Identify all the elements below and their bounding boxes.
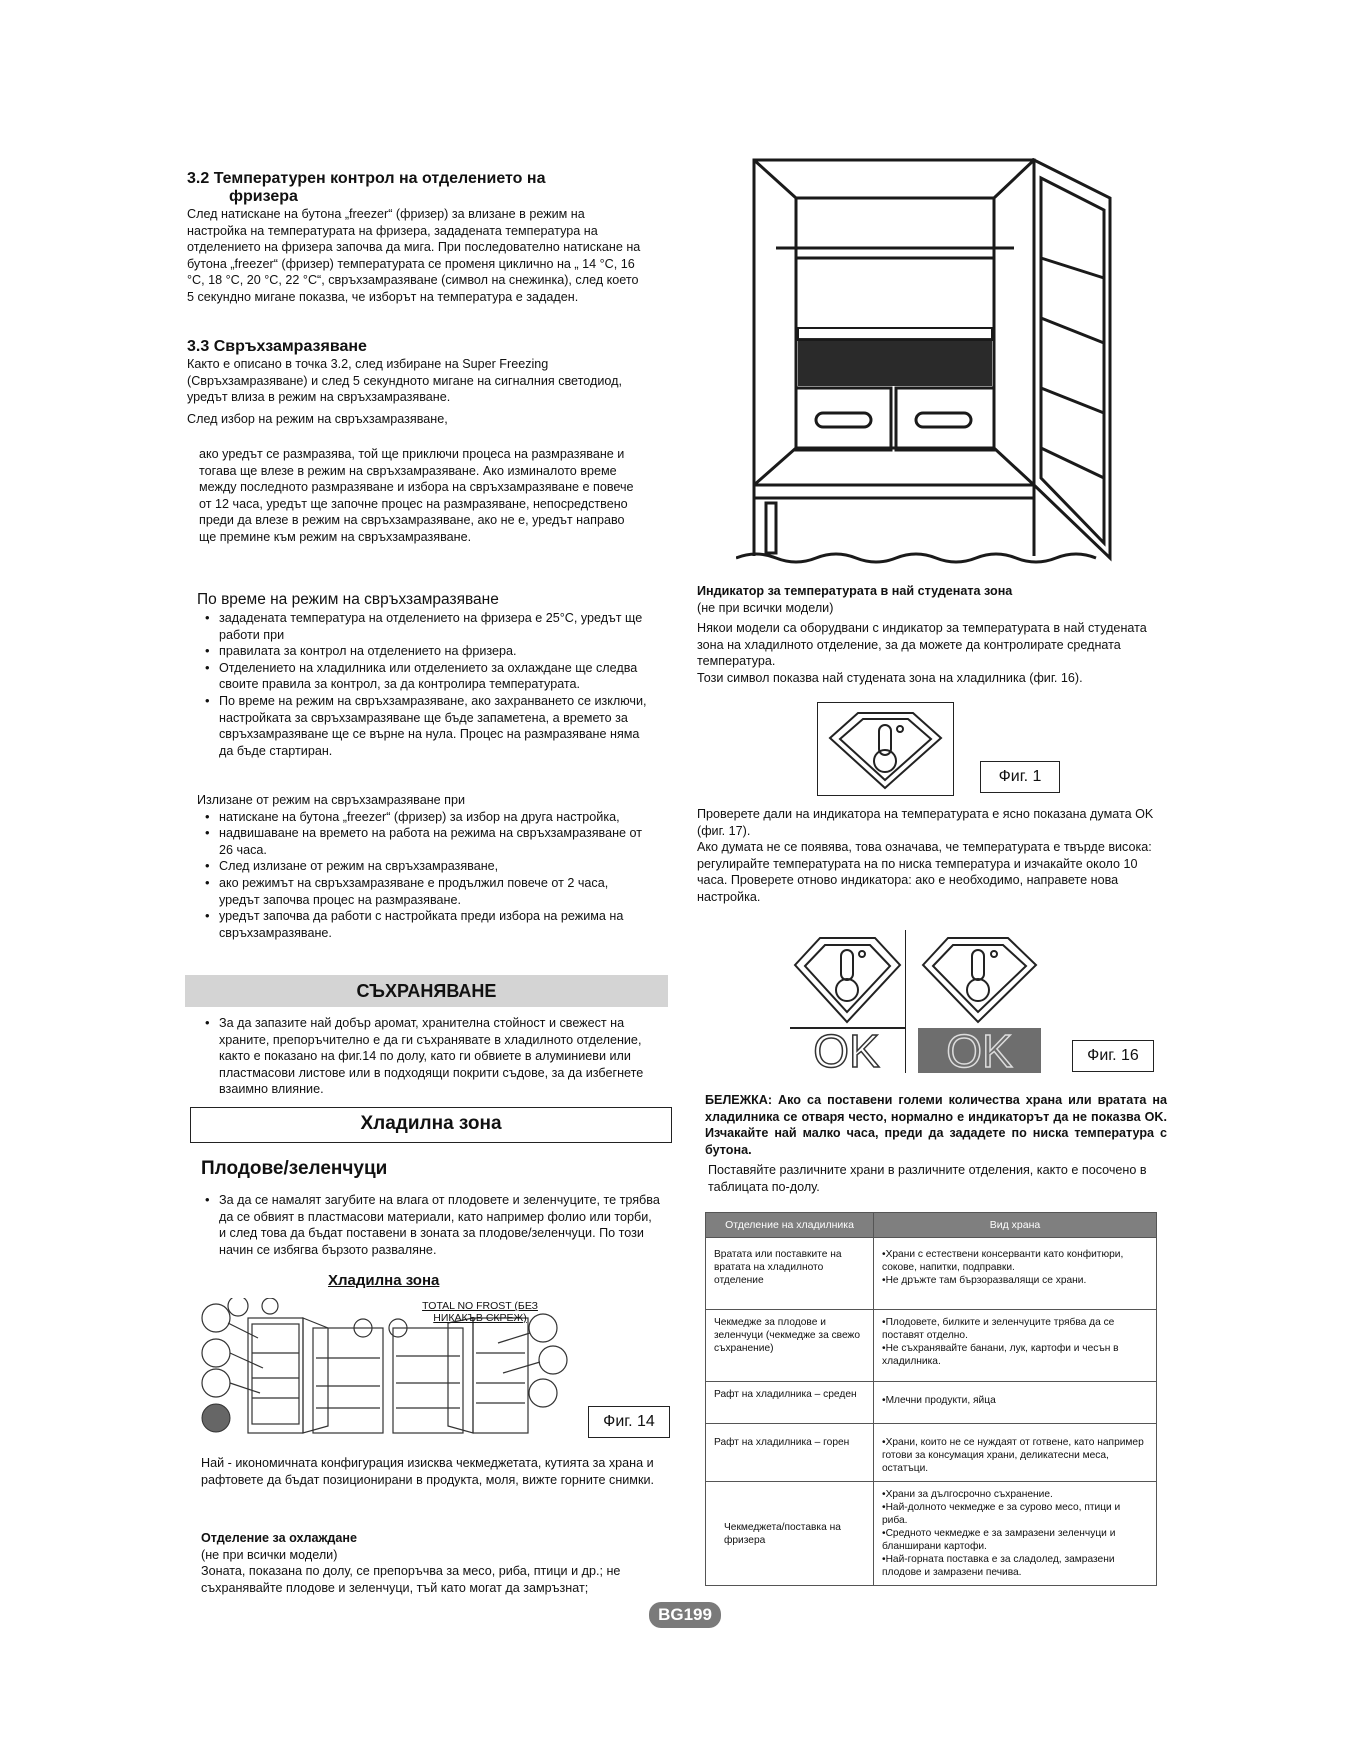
paragraph: Зоната, показана по долу, се препоръчва за месо, риба, птици и др.; не съхранявайте плодове и зеленчуци, тъй като могат да замръзнат; (201, 1564, 621, 1595)
placement-text (708, 1162, 1163, 1195)
paragraph: Този символ показва най студената зона на хладилника (фиг. 16). (697, 670, 1083, 685)
fruits-title: Плодове/зеленчуци (201, 1158, 388, 1179)
ok-indicator-light (790, 930, 906, 1077)
table-row (706, 1382, 1157, 1424)
paragraph: ако уредът се размразява, той ще приключи процеса на размразяване и тогава ще влезе в режим на свръхзамразяване. Ако изминалото време между последното размразяване и избора на свръхзамразяване е повече от 12 часа, уредът ще започне процес на размразяване, непосредствено преди да влезе в режим на свръхзамразяване, ако не е, уредът направо ще премине към режим на свръхзамразяване. (199, 447, 634, 544)
table-cell: •Храни, които не се нуждаят от готвене, като например готови за консумация храни, деликатесни меса, остатъци. (874, 1424, 1157, 1482)
table-cell: •Млечни продукти, яйца (874, 1382, 1157, 1424)
paragraph: След избор на режим на свръхзамразяване, (187, 411, 448, 426)
fridge-interior-drawing (736, 158, 1126, 573)
table-row (706, 1482, 1157, 1586)
table-row (706, 1424, 1157, 1482)
list-item: • зададената температура на отделението на фризера е 25°C, уредът ще работи при (197, 610, 652, 643)
table-cell: Чекмедже за плодове и зеленчуци (чекмедже за свежо съхранение) (706, 1310, 874, 1382)
check-indicator-text (697, 806, 1157, 906)
indented-paragraph (199, 446, 644, 546)
paragraph: регулирайте температурата на по ниска температура и изчакайте около 10 часа. Проверете отново индикатора: ако е необходимо, направете нова настройка. (697, 856, 1138, 904)
table-header: Вид храна (874, 1213, 1157, 1238)
thermometer-triangle-icon (818, 703, 953, 795)
paragraph: След натискане на бутона „freezer“ (фризер) за влизане в режим на настройка на температурата на фризера, зададената температура на отделението на фризера започва да мига. При последователно натискане на бутона „freezer“ (фризер) температурата се променя циклично на „ 14 °C, 16 °C, 18 °C, 20 °C, 22 °C“, свръхзамразяване (символ на снежинка), след което 5 секундно мигане показва, че изборът на температура е зададен. (187, 207, 641, 304)
table-cell: Рафт на хладилника – горен (706, 1424, 874, 1482)
table-cell: Чекмеджета/поставка на фризера (706, 1482, 874, 1586)
fruits-list (197, 1192, 662, 1258)
section-3-3 (187, 338, 647, 427)
paragraph: Както е описано в точка 3.2, след избиране на Super Freezing (Свръхзамразяване) и след 5 секундното мигане на сигналния светодиод, уредът влиза в режим на свръхзамразяване. (187, 357, 622, 405)
list-item: • надвишаване на времето на работа на режима на свръхзамразяване от 26 часа. (197, 825, 652, 858)
fig-14-label: Фиг. 14 (588, 1406, 670, 1438)
subsection-title: Индикатор за температурата в най студената зона (697, 584, 1013, 598)
list-item: • уредът започва да работи с настройката преди избора на режима на свръхзамразяване. (197, 908, 652, 941)
list-item: • ако режимът на свръхзамразяване е продължил повече от 2 часа, уредът започва процес на размразяване. (197, 875, 652, 908)
table-cell: Рафт на хладилника – среден (706, 1382, 874, 1424)
during-superfreeze (197, 590, 652, 759)
table-row (706, 1310, 1157, 1382)
paragraph: Проверете дали на индикатора на температурата е ясно показана думата OK (фиг. 17). (697, 807, 1154, 838)
fridge-interior-illustration (736, 158, 1126, 573)
section-3-2 (187, 170, 647, 306)
food-placement-table (705, 1212, 1157, 1586)
paragraph: Поставяйте различните храни в различните отделения, както е посочено в таблицата по-долу. (708, 1163, 1147, 1194)
subsection-title: По време на режим на свръхзамразяване (197, 591, 499, 608)
paragraph: БЕЛЕЖКА: Ако са поставени големи количества храна или вратата на хладилника се отваря често, нормално е индикаторът да не показва OK. Изчакайте най малко часа, преди да зададете по ниска температура с бутона. (705, 1093, 1167, 1157)
ok-text: OK (813, 1025, 880, 1077)
note-text (705, 1092, 1167, 1158)
list-item: • За да се намалят загубите на влага от плодовете и зеленчуците, те трябва да се обвият в пластмасови материали, като например фолио или торби, и след това да бъдат поставени в зоната за плодове/зеленчуци. По този начин се избягва бързото разваляне. (197, 1192, 662, 1258)
storage-heading: СЪХРАНЯВАНЕ (185, 975, 668, 1007)
exit-superfreeze (197, 792, 652, 941)
table-cell: •Плодовете, билките и зеленчуците трябва да се поставят отделно. •Не съхранявайте банани, лук, картофи и чесън в хладилника. (874, 1310, 1157, 1382)
paragraph: (не при всички модели) (697, 600, 834, 615)
page-number: BG199 (649, 1602, 721, 1628)
subsection-title: Излизане от режим на свръхзамразяване при (197, 793, 466, 807)
total-no-frost-label: TOTAL NO FROST (БЕЗ НИКАКЪВ СКРЕЖ) (422, 1300, 538, 1324)
fig-1-label: Фиг. 1 (980, 761, 1060, 793)
paragraph: Ако думата не се появява, това означава, че температурата е твърде висока: (697, 840, 1152, 855)
list-item: • За да запазите най добър аромат, хранителна стойност и свежест на храните, препоръчително е да ги съхранявате в хладилното отделение, както е показано на фиг.14 по долу, като ги обвиете в алуминиеви или пластмасови листове или в подходящи покрити съдове, за да избегнете взаимно влияние. (197, 1015, 662, 1098)
paragraph: Някои модели са оборудвани с индикатор за температурата в най студената зона на хладилното отделение, за да можете да контролирате средната температура. (697, 621, 1147, 669)
paragraph: Най - икономичната конфигурация изисква чекмеджетата, кутията за храна и рафтовете да бъдат позиционирани в продукта, моля, вижте горните снимки. (201, 1456, 655, 1487)
section-title: 3.3 Свръхзамразяване (187, 338, 367, 355)
subsection-title: Отделение за охлаждане (201, 1531, 358, 1545)
table-row (706, 1238, 1157, 1310)
list-item: • натискане на бутона „freezer“ (фризер) за избор на друга настройка, (197, 809, 652, 826)
economy-config-text (201, 1455, 661, 1488)
fig-16-label: Фиг. 16 (1072, 1040, 1154, 1072)
cold-zone-symbol (817, 702, 954, 796)
storage-list (197, 1015, 662, 1098)
table-cell: •Храни с естествени консерванти като конфитюри, сокове, напитки, подправки. •Не дръжте там бързоразвалящи се храни. (874, 1238, 1157, 1310)
section-title-cont: фризера (229, 188, 298, 205)
paragraph: (не при всички модели) (201, 1547, 338, 1562)
list-item: • Отделението на хладилника или отделението за охлаждане ще следва своите правила за контрол, за да контролира температурата. (197, 660, 652, 693)
list-item: • правилата за контрол на отделението на фризера. (197, 643, 652, 660)
list-item: • След излизане от режим на свръхзамразяване, (197, 858, 652, 875)
ok-indicator-dark (918, 930, 1041, 1077)
fridge-zone-subtitle: Хладилна зона (328, 1272, 440, 1289)
fridge-zone-heading: Хладилна зона (190, 1107, 672, 1143)
section-title: 3.2 Температурен контрол на отделението на (187, 170, 546, 187)
table-cell: •Храни за дългосрочно съхранение. •Най-долното чекмедже е за сурово месо, птици и риба. •Средното чекмедже е за замразени зеленчуци и бланширани картофи. •Най-горната поставка е за сладолед, замразени плодове и замразени печива. (874, 1482, 1157, 1586)
list-item: • По време на режим на свръхзамразяване, ако захранването се изключи, настройката за свръхзамразяване ще бъде запаметена, а времето за свръхзамразяване ще се върне на нула. Процес на размразяване няма да бъде стартиран. (197, 693, 652, 759)
chill-compartment (201, 1530, 671, 1596)
table-header: Отделение на хладилника (706, 1213, 874, 1238)
temperature-indicator-section (697, 583, 1157, 687)
ok-text: OK (946, 1025, 1013, 1077)
table-cell: Вратата или поставките на вратата на хладилното отделение (706, 1238, 874, 1310)
